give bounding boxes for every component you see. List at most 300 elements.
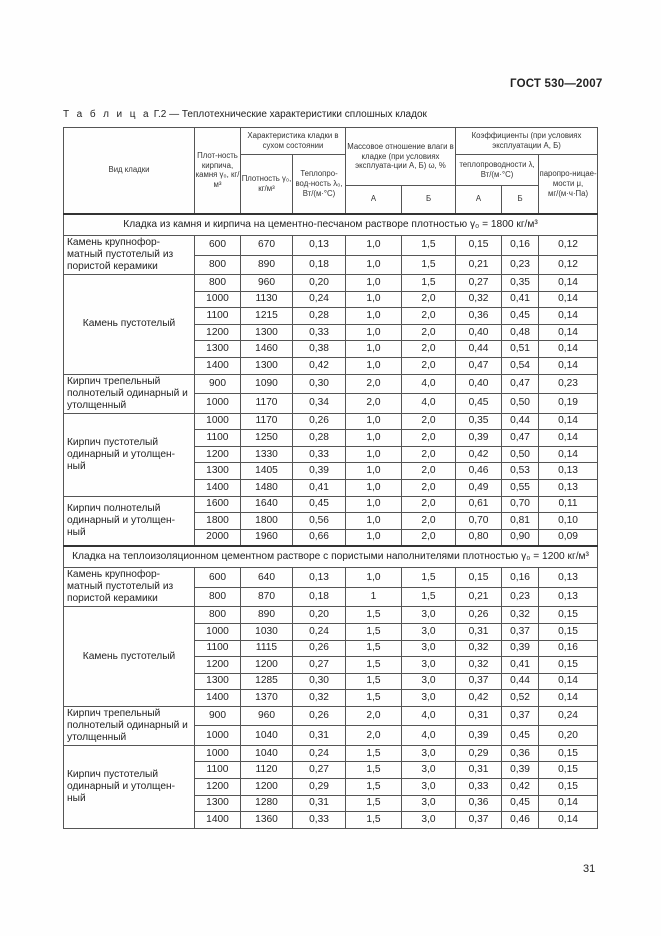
value-cell: 1,0 (346, 463, 402, 480)
value-cell: 0,29 (456, 745, 502, 762)
value-cell: 0,13 (293, 236, 346, 256)
value-cell: 1100 (195, 762, 241, 779)
value-cell: 0,26 (293, 640, 346, 657)
value-cell: 0,38 (293, 341, 346, 358)
value-cell: 3,0 (402, 812, 456, 829)
value-cell: 0,24 (293, 291, 346, 308)
value-cell: 960 (241, 706, 293, 726)
value-cell: 1,0 (346, 513, 402, 530)
thermal-characteristics-table (63, 127, 598, 829)
value-cell: 1,0 (346, 357, 402, 374)
value-cell: 0,40 (456, 324, 502, 341)
value-cell: 1000 (195, 291, 241, 308)
header-thermal-cond-ab: теплопроводности λ, Вт/(м·°С) (456, 155, 539, 186)
value-cell: 0,31 (293, 795, 346, 812)
value-cell: 0,19 (539, 394, 598, 414)
value-cell: 1200 (195, 446, 241, 463)
caption-text: Г.2 — Теплотехнические характеристики сплошных кладок (153, 109, 427, 120)
value-cell: 1,0 (346, 496, 402, 513)
value-cell: 0,50 (502, 394, 539, 414)
value-cell: 0,32 (293, 690, 346, 707)
value-cell: 0,36 (456, 308, 502, 325)
value-cell: 1115 (241, 640, 293, 657)
value-cell: 0,42 (502, 779, 539, 796)
masonry-kind-cell: Кирпич трепельный полнотелый одинарный и утолщенный (64, 374, 195, 413)
value-cell: 0,39 (502, 762, 539, 779)
value-cell: 1,0 (346, 255, 402, 275)
value-cell: 0,39 (456, 430, 502, 447)
value-cell: 1330 (241, 446, 293, 463)
masonry-kind-cell: Камень пустотелый (64, 607, 195, 707)
value-cell: 2,0 (346, 726, 402, 746)
value-cell: 2,0 (402, 413, 456, 430)
value-cell: 0,14 (539, 357, 598, 374)
value-cell: 4,0 (402, 394, 456, 414)
value-cell: 0,23 (502, 255, 539, 275)
value-cell: 1,0 (346, 308, 402, 325)
section-row (64, 546, 598, 568)
value-cell: 1215 (241, 308, 293, 325)
value-cell: 2,0 (402, 324, 456, 341)
table-row (64, 706, 598, 726)
header-masonry-dry: Характеристика кладки в сухом состоянии (241, 128, 346, 155)
value-cell: 0,16 (502, 236, 539, 256)
value-cell: 0,37 (502, 706, 539, 726)
value-cell: 1,0 (346, 324, 402, 341)
value-cell: 1400 (195, 357, 241, 374)
value-cell: 0,61 (456, 496, 502, 513)
value-cell: 900 (195, 374, 241, 394)
value-cell: 0,41 (502, 657, 539, 674)
value-cell: 0,13 (293, 568, 346, 588)
value-cell: 0,27 (293, 762, 346, 779)
value-cell: 0,32 (456, 657, 502, 674)
value-cell: 1,0 (346, 529, 402, 546)
value-cell: 1,5 (346, 607, 402, 624)
value-cell: 1,5 (346, 657, 402, 674)
value-cell: 2,0 (402, 479, 456, 496)
value-cell: 0,20 (293, 607, 346, 624)
masonry-kind-cell: Кирпич трепельный полнотелый одинарный и утолщенный (64, 706, 195, 745)
value-cell: 0,32 (456, 640, 502, 657)
value-cell: 1,0 (346, 479, 402, 496)
masonry-kind-cell: Кирпич пустотелый одинарный и утолщен-ный (64, 745, 195, 828)
value-cell: 0,12 (539, 236, 598, 256)
value-cell: 0,46 (456, 463, 502, 480)
section-title: Кладка из камня и кирпича на цементно-песчаном растворе плотностью γ₀ = 1800 кг/м³ (64, 214, 598, 236)
value-cell: 1285 (241, 673, 293, 690)
value-cell: 0,18 (293, 255, 346, 275)
value-cell: 1280 (241, 795, 293, 812)
value-cell: 0,13 (539, 568, 598, 588)
value-cell: 0,20 (539, 726, 598, 746)
value-cell: 0,15 (539, 779, 598, 796)
value-cell: 0,42 (293, 357, 346, 374)
value-cell: 0,14 (539, 673, 598, 690)
value-cell: 1100 (195, 430, 241, 447)
value-cell: 2,0 (402, 341, 456, 358)
value-cell: 0,16 (539, 640, 598, 657)
value-cell: 1800 (241, 513, 293, 530)
value-cell: 1170 (241, 413, 293, 430)
value-cell: 3,0 (402, 745, 456, 762)
value-cell: 0,14 (539, 341, 598, 358)
value-cell: 0,33 (293, 812, 346, 829)
value-cell: 1960 (241, 529, 293, 546)
value-cell: 0,24 (293, 745, 346, 762)
value-cell: 1400 (195, 690, 241, 707)
value-cell: 890 (241, 607, 293, 624)
masonry-kind-cell: Кирпич пустотелый одинарный и утолщен-ный (64, 413, 195, 496)
table-row (64, 745, 598, 762)
value-cell: 0,14 (539, 308, 598, 325)
value-cell: 1200 (195, 657, 241, 674)
header-moisture: Массовое отношение влаги в кладке (при условиях эксплуата-ции А, Б) ω, % (346, 128, 456, 186)
value-cell: 0,32 (456, 291, 502, 308)
value-cell: 0,18 (293, 587, 346, 607)
table-row (64, 374, 598, 394)
value-cell: 4,0 (402, 726, 456, 746)
value-cell: 0,53 (502, 463, 539, 480)
value-cell: 800 (195, 607, 241, 624)
value-cell: 0,30 (293, 673, 346, 690)
value-cell: 870 (241, 587, 293, 607)
value-cell: 0,28 (293, 308, 346, 325)
section-row (64, 214, 598, 236)
table-row (64, 496, 598, 513)
section-title: Кладка на теплоизоляционном цементном растворе с пористыми наполнителями плотностью γ₀ = 1200 кг/м³ (64, 546, 598, 568)
value-cell: 0,36 (502, 745, 539, 762)
value-cell: 1100 (195, 308, 241, 325)
value-cell: 0,33 (456, 779, 502, 796)
value-cell: 1,0 (346, 236, 402, 256)
value-cell: 0,44 (502, 413, 539, 430)
value-cell: 1120 (241, 762, 293, 779)
value-cell: 1,5 (402, 568, 456, 588)
value-cell: 0,47 (502, 374, 539, 394)
header-moisture-a: А (346, 186, 402, 214)
header-kind: Вид кладки (64, 128, 195, 214)
value-cell: 0,41 (293, 479, 346, 496)
value-cell: 1,5 (402, 255, 456, 275)
value-cell: 0,49 (456, 479, 502, 496)
value-cell: 2,0 (402, 463, 456, 480)
value-cell: 1000 (195, 726, 241, 746)
value-cell: 0,39 (293, 463, 346, 480)
value-cell: 0,70 (456, 513, 502, 530)
value-cell: 1,5 (346, 795, 402, 812)
value-cell: 0,34 (293, 394, 346, 414)
value-cell: 0,70 (502, 496, 539, 513)
value-cell: 1480 (241, 479, 293, 496)
value-cell: 1000 (195, 745, 241, 762)
header-masonry-density: Плотность γ₀, кг/м³ (241, 155, 293, 214)
value-cell: 960 (241, 275, 293, 292)
value-cell: 0,24 (293, 623, 346, 640)
value-cell: 0,47 (502, 430, 539, 447)
value-cell: 2,0 (402, 291, 456, 308)
value-cell: 0,14 (539, 812, 598, 829)
value-cell: 0,33 (293, 446, 346, 463)
value-cell: 1,0 (346, 413, 402, 430)
value-cell: 1,5 (346, 690, 402, 707)
value-cell: 1,0 (346, 568, 402, 588)
value-cell: 2,0 (402, 446, 456, 463)
value-cell: 0,14 (539, 430, 598, 447)
value-cell: 2000 (195, 529, 241, 546)
value-cell: 0,35 (456, 413, 502, 430)
value-cell: 0,15 (539, 623, 598, 640)
value-cell: 600 (195, 568, 241, 588)
table-row (64, 607, 598, 624)
value-cell: 1,5 (402, 275, 456, 292)
value-cell: 3,0 (402, 779, 456, 796)
value-cell: 0,54 (502, 357, 539, 374)
value-cell: 0,15 (539, 607, 598, 624)
value-cell: 0,15 (539, 657, 598, 674)
value-cell: 1200 (195, 324, 241, 341)
value-cell: 1,5 (346, 623, 402, 640)
value-cell: 0,56 (293, 513, 346, 530)
value-cell: 0,26 (293, 413, 346, 430)
value-cell: 1040 (241, 745, 293, 762)
value-cell: 1200 (241, 779, 293, 796)
value-cell: 1090 (241, 374, 293, 394)
value-cell: 1,0 (346, 341, 402, 358)
value-cell: 1,5 (346, 640, 402, 657)
value-cell: 3,0 (402, 690, 456, 707)
value-cell: 0,31 (456, 706, 502, 726)
value-cell: 1300 (195, 463, 241, 480)
value-cell: 1,5 (346, 812, 402, 829)
value-cell: 0,31 (456, 623, 502, 640)
value-cell: 1,0 (346, 446, 402, 463)
value-cell: 800 (195, 587, 241, 607)
value-cell: 1250 (241, 430, 293, 447)
value-cell: 1640 (241, 496, 293, 513)
value-cell: 0,80 (456, 529, 502, 546)
value-cell: 0,36 (456, 795, 502, 812)
value-cell: 2,0 (402, 513, 456, 530)
value-cell: 0,29 (293, 779, 346, 796)
header-thermal-cond: Теплопро-вод-ность λ₀, Вт/(м·°С) (293, 155, 346, 214)
value-cell: 1,5 (346, 673, 402, 690)
value-cell: 3,0 (402, 762, 456, 779)
value-cell: 1040 (241, 726, 293, 746)
value-cell: 0,27 (293, 657, 346, 674)
value-cell: 1200 (195, 779, 241, 796)
value-cell: 0,45 (502, 795, 539, 812)
value-cell: 0,28 (293, 430, 346, 447)
value-cell: 0,13 (539, 587, 598, 607)
value-cell: 890 (241, 255, 293, 275)
value-cell: 900 (195, 706, 241, 726)
table-header (64, 128, 598, 214)
value-cell: 3,0 (402, 607, 456, 624)
value-cell: 4,0 (402, 374, 456, 394)
value-cell: 0,30 (293, 374, 346, 394)
value-cell: 1370 (241, 690, 293, 707)
value-cell: 0,24 (539, 706, 598, 726)
value-cell: 2,0 (402, 529, 456, 546)
value-cell: 0,09 (539, 529, 598, 546)
value-cell: 4,0 (402, 706, 456, 726)
value-cell: 0,37 (456, 812, 502, 829)
value-cell: 2,0 (402, 308, 456, 325)
value-cell: 0,23 (539, 374, 598, 394)
value-cell: 0,26 (456, 607, 502, 624)
value-cell: 0,48 (502, 324, 539, 341)
value-cell: 1,5 (346, 745, 402, 762)
value-cell: 1000 (195, 394, 241, 414)
value-cell: 1300 (241, 357, 293, 374)
value-cell: 0,31 (293, 726, 346, 746)
value-cell: 0,14 (539, 795, 598, 812)
value-cell: 0,81 (502, 513, 539, 530)
table-row (64, 275, 598, 292)
value-cell: 1,0 (346, 430, 402, 447)
value-cell: 1800 (195, 513, 241, 530)
masonry-kind-cell: Камень крупнофор-матный пустотелый из пористой керамики (64, 236, 195, 275)
value-cell: 1400 (195, 479, 241, 496)
value-cell: 0,31 (456, 762, 502, 779)
header-coef-a: А (456, 186, 502, 214)
value-cell: 1200 (241, 657, 293, 674)
value-cell: 0,51 (502, 341, 539, 358)
value-cell: 1360 (241, 812, 293, 829)
value-cell: 2,0 (402, 496, 456, 513)
value-cell: 670 (241, 236, 293, 256)
header-coefficients: Коэффициенты (при условиях эксплуатации А, Б) (456, 128, 598, 155)
value-cell: 0,20 (293, 275, 346, 292)
value-cell: 0,66 (293, 529, 346, 546)
value-cell: 0,42 (456, 690, 502, 707)
value-cell: 0,21 (456, 587, 502, 607)
value-cell: 0,45 (502, 726, 539, 746)
value-cell: 0,52 (502, 690, 539, 707)
value-cell: 2,0 (346, 374, 402, 394)
value-cell: 0,14 (539, 291, 598, 308)
value-cell: 3,0 (402, 673, 456, 690)
value-cell: 0,13 (539, 463, 598, 480)
value-cell: 640 (241, 568, 293, 588)
value-cell: 0,90 (502, 529, 539, 546)
value-cell: 0,14 (539, 690, 598, 707)
value-cell: 0,27 (456, 275, 502, 292)
value-cell: 600 (195, 236, 241, 256)
table-body (64, 214, 598, 829)
value-cell: 1,5 (346, 762, 402, 779)
masonry-kind-cell: Кирпич полнотелый одинарный и утолщен-ный (64, 496, 195, 546)
caption-label: Т а б л и ц а (63, 109, 151, 120)
header-density-brick: Плот-ность кирпича, камня γ₀, кг/м³ (195, 128, 241, 214)
value-cell: 800 (195, 275, 241, 292)
value-cell: 1,5 (346, 779, 402, 796)
value-cell: 2,0 (402, 430, 456, 447)
value-cell: 1000 (195, 623, 241, 640)
value-cell: 0,47 (456, 357, 502, 374)
value-cell: 2,0 (346, 394, 402, 414)
value-cell: 0,21 (456, 255, 502, 275)
page-number: 31 (583, 863, 596, 875)
value-cell: 0,37 (456, 673, 502, 690)
value-cell: 0,14 (539, 446, 598, 463)
masonry-kind-cell: Камень пустотелый (64, 275, 195, 375)
value-cell: 1300 (195, 673, 241, 690)
value-cell: 0,16 (502, 568, 539, 588)
value-cell: 0,42 (456, 446, 502, 463)
value-cell: 0,41 (502, 291, 539, 308)
table-caption (63, 109, 427, 120)
document-standard: ГОСТ 530—2007 (510, 78, 603, 90)
value-cell: 0,14 (539, 324, 598, 341)
value-cell: 0,15 (456, 236, 502, 256)
value-cell: 0,50 (502, 446, 539, 463)
value-cell: 0,44 (456, 341, 502, 358)
header-vapor: паропро-ницае-мости μ, мг/(м·ч·Па) (539, 155, 598, 214)
value-cell: 0,26 (293, 706, 346, 726)
value-cell: 1 (346, 587, 402, 607)
value-cell: 0,13 (539, 479, 598, 496)
header-moisture-b: Б (402, 186, 456, 214)
value-cell: 1300 (195, 341, 241, 358)
value-cell: 0,15 (539, 762, 598, 779)
table-row (64, 568, 598, 588)
value-cell: 0,39 (502, 640, 539, 657)
value-cell: 1405 (241, 463, 293, 480)
value-cell: 0,14 (539, 275, 598, 292)
value-cell: 1100 (195, 640, 241, 657)
value-cell: 0,55 (502, 479, 539, 496)
value-cell: 1170 (241, 394, 293, 414)
value-cell: 1600 (195, 496, 241, 513)
value-cell: 0,45 (456, 394, 502, 414)
value-cell: 0,32 (502, 607, 539, 624)
value-cell: 2,0 (402, 357, 456, 374)
table-row (64, 236, 598, 256)
table-row (64, 413, 598, 430)
value-cell: 0,37 (502, 623, 539, 640)
value-cell: 3,0 (402, 623, 456, 640)
value-cell: 0,46 (502, 812, 539, 829)
value-cell: 2,0 (346, 706, 402, 726)
value-cell: 0,11 (539, 496, 598, 513)
value-cell: 0,10 (539, 513, 598, 530)
value-cell: 1,0 (346, 275, 402, 292)
value-cell: 0,14 (539, 413, 598, 430)
value-cell: 1,5 (402, 587, 456, 607)
value-cell: 3,0 (402, 640, 456, 657)
value-cell: 0,40 (456, 374, 502, 394)
value-cell: 0,12 (539, 255, 598, 275)
value-cell: 0,35 (502, 275, 539, 292)
value-cell: 1460 (241, 341, 293, 358)
value-cell: 0,15 (456, 568, 502, 588)
value-cell: 3,0 (402, 657, 456, 674)
value-cell: 800 (195, 255, 241, 275)
value-cell: 1000 (195, 413, 241, 430)
value-cell: 1030 (241, 623, 293, 640)
value-cell: 1130 (241, 291, 293, 308)
masonry-kind-cell: Камень крупнофор-матный пустотелый из пористой керамики (64, 568, 195, 607)
value-cell: 0,23 (502, 587, 539, 607)
value-cell: 1300 (195, 795, 241, 812)
value-cell: 0,39 (456, 726, 502, 746)
value-cell: 0,44 (502, 673, 539, 690)
value-cell: 0,45 (293, 496, 346, 513)
value-cell: 3,0 (402, 795, 456, 812)
header-coef-b: Б (502, 186, 539, 214)
